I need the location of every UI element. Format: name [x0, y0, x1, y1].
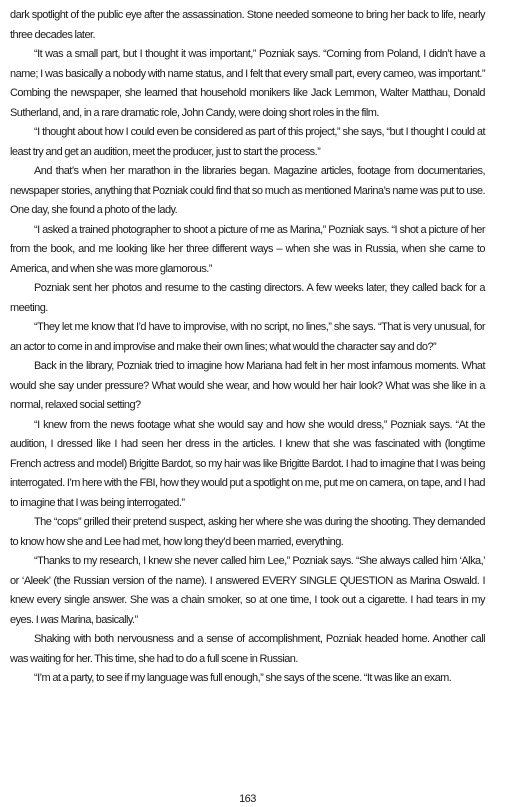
paragraph: “I knew from the news footage what she would say and how she would dress,” Pozniak says. “At the audition, I dressed like I had seen her dress in the articles. I knew that she was fascinated with (longtime French actress and model) Brigitte Bardot, so my hair was like Brigitte Bardot. I had to imagine that I was being interrogated. I’m here with the FBI, how they would put a spotlight on me, put me on camera, on tape, and I had to imagine that I was being interrogated.”: [10, 418, 485, 509]
emphasis: was: [40, 613, 59, 626]
body-text: [10, 6, 485, 689]
paragraph: “I’m at a party, to see if my language was full enough,” she says of the scene. “It was like an exam.: [34, 672, 452, 684]
paragraph: Pozniak sent her photos and resume to the casting directors. A few weeks later, they called back for a meeting.: [10, 282, 485, 314]
paragraph: dark spotlight of the public eye after the assassination. Stone needed someone to bring her back to life, nearly three decades later.: [10, 9, 485, 41]
paragraph: “I thought about how I could even be considered as part of this project,” she says, “but I thought I could at least try and get an audition, meet the producer, just to start the process.”: [10, 126, 485, 158]
paragraph: “It was a small part, but I thought it was important,” Pozniak says. “Coming from Poland, I didn’t have a name; I was basically a nobody with name status, and I felt that every small part, every cameo, was important.” Combing the newspaper, she learned that household monikers like Jack Lemmon, Walter Matthau, Donald Sutherland, and, in a rare dramatic role, John Candy, were doing short roles in the film.: [10, 48, 485, 119]
paragraph: Back in the library, Pozniak tried to imagine how Mariana had felt in her most infamous moments. What would she say under pressure? What would she wear, and how would her hair look? What was she like in a normal, relaxed social setting?: [10, 360, 485, 411]
page-number: 163: [239, 793, 256, 805]
paragraph: “They let me know that I’d have to improvise, with no script, no lines,” she says. “That is very unusual, for an actor to come in and improvise and make their own lines; what would the character say and do?”: [10, 321, 485, 353]
paragraph: Shaking with both nervousness and a sense of accomplishment, Pozniak headed home. Another call was waiting for her. This time, she had to do a full scene in Russian.: [10, 633, 485, 665]
paragraph: “Thanks to my research, I knew she never called him Lee,” Pozniak says. “She always called him ‘Alka,’ or ‘Aleek’ (the Russian version of the name). I answered EVERY SINGLE QUESTION as Marina Oswald. I knew every single answer. She was a chain smoker, so at one time, I took out a cigarette. I had tears in my eyes. I was Marina, basically.”: [10, 555, 485, 626]
paragraph: And that’s when her marathon in the libraries began. Magazine articles, footage from documentaries, newspaper stories, anything that Pozniak could find that so much as mentioned Marina’s name was put to use. One day, she found a photo of the lady.: [10, 165, 485, 216]
paragraph: The “cops” grilled their pretend suspect, asking her where she was during the shooting. They demanded to know how she and Lee had met, how long they’d been married, everything.: [10, 516, 485, 548]
paragraph: “I asked a trained photographer to shoot a picture of me as Marina,” Pozniak says. “I shot a picture of her from the book, and me looking like her three different ways – when she was in Russia, when she came to America, and when she was more glamorous.”: [10, 223, 485, 275]
